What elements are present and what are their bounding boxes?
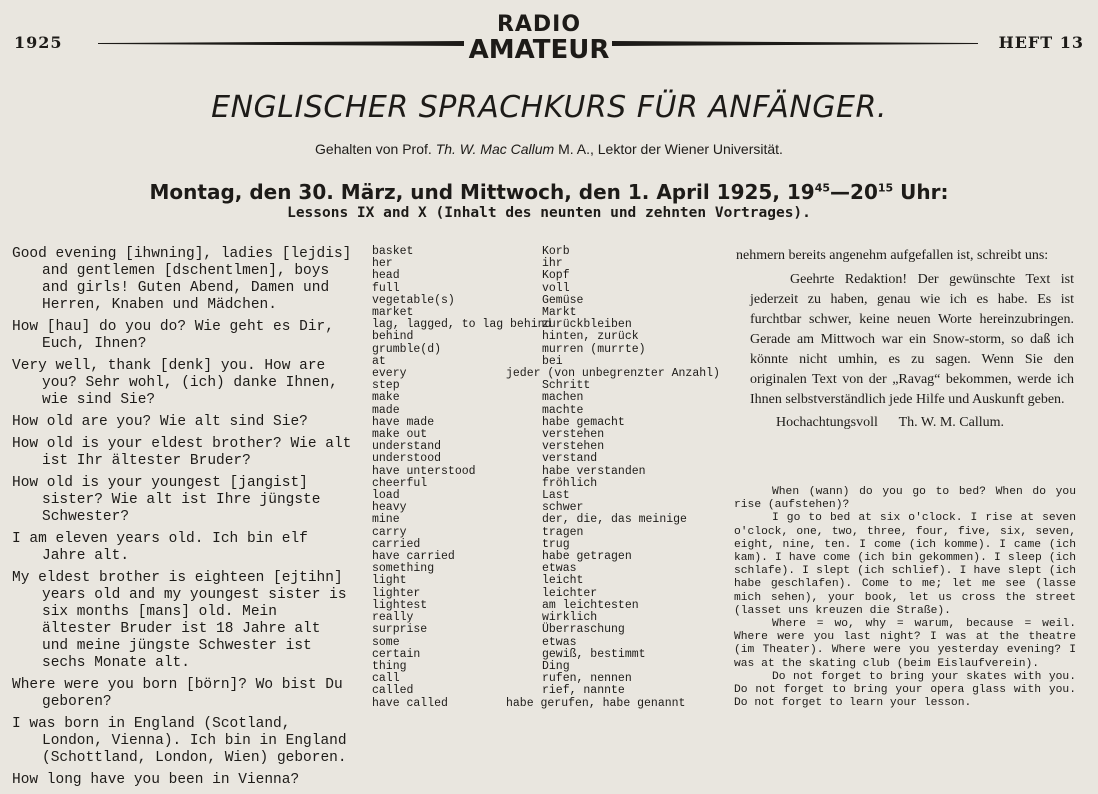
- vocab-english-entry: every: [372, 367, 407, 381]
- vocab-english-entry: thing: [372, 659, 407, 673]
- vocab-german-entry: rief, nannte: [542, 684, 625, 698]
- vocab-german-entry: verstand: [542, 452, 598, 466]
- dialogue-paragraph: Good evening [ihwning], ladies [lejdis] and gentlemen [dschentlmen], boys and girls! Guten Abend, Damen und Herren, Knaben und Mädchen.: [12, 246, 352, 313]
- vocab-german-entry: voll: [542, 281, 570, 295]
- vocab-english-entry: light: [372, 574, 407, 588]
- vocab-english-entry: made: [372, 403, 400, 417]
- vocab-german-entry: habe gemacht: [542, 415, 625, 429]
- vocab-english-entry: some: [372, 635, 400, 649]
- vocab-german-entry: tragen: [542, 525, 584, 539]
- vocab-english-entry: step: [372, 379, 400, 393]
- vocab-english-entry: carry: [372, 525, 407, 539]
- dialogue-paragraph: How old are you? Wie alt sind Sie?: [12, 414, 308, 430]
- vocab-english-entry: carried: [372, 537, 421, 551]
- vocab-english-entry: have made: [372, 415, 435, 429]
- vocab-german-entry: hinten, zurück: [542, 330, 639, 344]
- dialogue-paragraph: How old is your youngest [jangist] sister? Wie alt ist Ihre jüngste Schwester?: [12, 475, 321, 525]
- vocab-english-entry: load: [372, 489, 400, 503]
- lesson-paragraph: Where = wo, why = warum, because = weil. Where were you last night? I was at the theatre (im Theater). Where were you yesterday evening? I was at the skating club (beim Eislaufverein).: [734, 618, 1076, 670]
- vocab-german-entry: habe getragen: [542, 550, 632, 564]
- lesson-paragraph: I go to bed at six o'clock. I rise at seven o'clock, one, two, three, four, five, six, seven, eight, nine, ten. I come (ich komme). I came (ich kam). I have come (ich bin gekommen). I sleep (ich schlafe). I slept (ich schlief). I have slept (ich habe geschlafen). Come to me; let me see (lasse mich sehen), your book, let us cross the street (lasset uns kreuzen die Straße).: [734, 512, 1076, 617]
- vocab-english-entry: behind: [372, 330, 414, 344]
- vocab-german-entry: murren (murrte): [542, 342, 646, 356]
- vocab-german-entry: schwer: [542, 501, 584, 515]
- letter-column: [736, 246, 1074, 433]
- issue-label: HEFT 13: [998, 33, 1084, 52]
- vocab-english-entry: have unterstood: [372, 464, 476, 478]
- vocab-german-entry: habe verstanden: [542, 464, 646, 478]
- date-time-2: 15: [877, 181, 894, 195]
- vocab-german-entry: verstehen: [542, 428, 605, 442]
- vocab-english-entry: really: [372, 611, 414, 625]
- vocab-german-entry: Kopf: [542, 269, 570, 283]
- dialogue-paragraph: My eldest brother is eighteen [ejtihn] years old and my youngest sister is six months [mans] old. Mein ältester Bruder ist 18 Jahre alt und meine jüngste Schwester ist sechs Monate alt.: [12, 570, 347, 671]
- vocab-german-entry: Überraschung: [542, 623, 625, 637]
- vocab-german-entry: etwas: [542, 635, 577, 649]
- vocab-english-entry: something: [372, 562, 435, 576]
- vocab-english-entry: surprise: [372, 623, 428, 637]
- vocab-english-entry: make: [372, 391, 400, 405]
- vocab-english-entry: cheerful: [372, 476, 428, 490]
- article-title: ENGLISCHER SPRACHKURS FÜR ANFÄNGER.: [211, 90, 887, 125]
- vocab-german-entry: Schritt: [542, 379, 591, 393]
- vocab-german-entry: jeder (von unbegrenzter Anzahl): [506, 367, 720, 381]
- vocab-english-entry: head: [372, 269, 400, 283]
- vocab-english-entry: have carried: [372, 550, 455, 564]
- vocab-german-entry: der, die, das meinige: [542, 513, 687, 527]
- vocab-german-entry: Korb: [542, 245, 570, 258]
- date-text: Montag, den 30. März, und Mittwoch, den 1. April 1925, 19: [149, 180, 815, 204]
- vocab-english-entry: full: [372, 281, 400, 295]
- vocab-german-entry: habe gerufen, habe genannt: [506, 696, 686, 710]
- lesson-paragraph: When (wann) do you go to bed? When do you rise (aufstehen)?: [734, 486, 1076, 512]
- vocab-english-entry: at: [372, 354, 386, 368]
- header-rule-right: [612, 41, 978, 46]
- vocab-german-entry: Ding: [542, 659, 570, 673]
- lessons-heading: Lessons IX and X (Inhalt des neunten und zehnten Vortrages).: [287, 205, 811, 221]
- vocab-german-entry: leicht: [542, 574, 584, 588]
- dialogue-paragraph: I was born in England (Scotland, London, Vienna). Ich bin in England (Schottland, London, Wien) geboren.: [12, 716, 347, 766]
- dialogue-paragraph: Where were you born [börn]? Wo bist Du geboren?: [12, 677, 343, 710]
- vocab-german-entry: fröhlich: [542, 476, 598, 490]
- vocab-german-entry: machen: [542, 391, 584, 405]
- vocab-german-entry: trug: [542, 537, 570, 551]
- lesson-text-column: [734, 486, 1076, 710]
- vocab-english-entry: basket: [372, 245, 414, 258]
- vocab-german-entry: zurückbleiben: [542, 318, 632, 332]
- vocab-german-entry: Markt: [542, 306, 577, 320]
- letter-signature: Th. W. M. Callum.: [898, 415, 1005, 430]
- vocab-english-entry: called: [372, 684, 414, 698]
- dialogue-paragraph: Very well, thank [denk] you. How are you? Sehr wohl, (ich) danke Ihnen, wie sind Sie?: [12, 358, 338, 408]
- vocab-german-entry: verstehen: [542, 440, 605, 454]
- year-label: 1925: [14, 33, 63, 52]
- vocab-english-entry: understood: [372, 452, 442, 466]
- subtitle-author: Th. W. Mac Callum: [435, 141, 555, 157]
- vocab-german-entry: bei: [542, 354, 563, 368]
- vocab-english-entry: grumble(d): [372, 342, 442, 356]
- radio-amateur-logo: [462, 14, 616, 63]
- vocabulary-english-column: [372, 245, 552, 710]
- dialogue-paragraph: How old is your eldest brother? Wie alt ist Ihr ältester Bruder?: [12, 436, 352, 469]
- dialogue-paragraph: I am eleven years old. Ich bin elf Jahre alt.: [12, 531, 308, 564]
- article-subtitle: [0, 141, 1098, 157]
- date-time-1: 45: [814, 181, 831, 195]
- vocab-german-entry: wirklich: [542, 611, 598, 625]
- vocab-german-entry: rufen, nennen: [542, 672, 632, 686]
- vocab-english-entry: understand: [372, 440, 442, 454]
- vocab-english-entry: mine: [372, 513, 400, 527]
- lesson-paragraph: Do not forget to bring your skates with you. Do not forget to bring your opera glass with you. Do not forget to learn your lesson.: [734, 670, 1076, 710]
- dialogue-paragraph: How [hau] do you do? Wie geht es Dir, Euch, Ihnen?: [12, 319, 334, 352]
- broadcast-date: [0, 180, 1098, 204]
- letter-closing: Hochachtungsvoll: [776, 415, 878, 430]
- vocab-german-entry: am leichtesten: [542, 598, 639, 612]
- logo-line-amateur: AMATEUR: [468, 35, 610, 65]
- vocab-english-entry: make out: [372, 428, 428, 442]
- vocab-german-entry: leichter: [542, 586, 598, 600]
- vocab-german-entry: Last: [542, 489, 570, 503]
- vocab-english-entry: lightest: [372, 598, 428, 612]
- letter-intro: nehmern bereits angenehm aufgefallen ist, schreibt uns:: [736, 248, 1049, 263]
- vocab-english-entry: vegetable(s): [372, 293, 455, 307]
- vocab-german-entry: gewiß, bestimmt: [542, 647, 646, 661]
- subtitle-suffix: M. A., Lektor der Wiener Universität.: [558, 141, 783, 157]
- vocab-english-entry: heavy: [372, 501, 407, 515]
- vocab-english-entry: market: [372, 306, 414, 320]
- vocabulary-german-column: [506, 245, 720, 710]
- dialogue-paragraph: How long have you been in Vienna?: [12, 772, 300, 788]
- vocab-german-entry: etwas: [542, 562, 577, 576]
- vocab-english-entry: lighter: [372, 586, 421, 600]
- logo-line-radio: RADIO: [496, 12, 582, 37]
- letter-signoff: [776, 413, 1074, 433]
- vocab-german-entry: machte: [542, 403, 584, 417]
- letter-body: Geehrte Redaktion! Der gewünschte Text ist jederzeit zu haben, genau wie ich es habe. Es ist furchtbar schwer, keine neuen Worte hereinzubringen. Gerade am Mittwoch war ein Snow-storm, so daß ich könnte nicht umhin, es zu sagen. Wenn Sie den originalen Text von der „Ravag“ bekommen, werde ich Ihnen selbstverständlich jede Hilfe und Auskunft geben.: [750, 272, 1074, 407]
- vocab-english-entry: lag, lagged, to lag behind: [372, 318, 552, 332]
- vocab-german-entry: Gemüse: [542, 293, 584, 307]
- dialogue-column: [12, 246, 352, 794]
- vocab-english-entry: call: [372, 672, 400, 686]
- subtitle-prefix: Gehalten von Prof.: [315, 141, 432, 157]
- vocab-english-entry: her: [372, 257, 393, 271]
- vocab-english-entry: have called: [372, 696, 448, 710]
- date-end: Uhr:: [893, 180, 949, 204]
- vocab-german-entry: ihr: [542, 257, 563, 271]
- date-dash: —20: [830, 180, 878, 204]
- header-rule-left: [98, 41, 464, 46]
- vocab-english-entry: certain: [372, 647, 421, 661]
